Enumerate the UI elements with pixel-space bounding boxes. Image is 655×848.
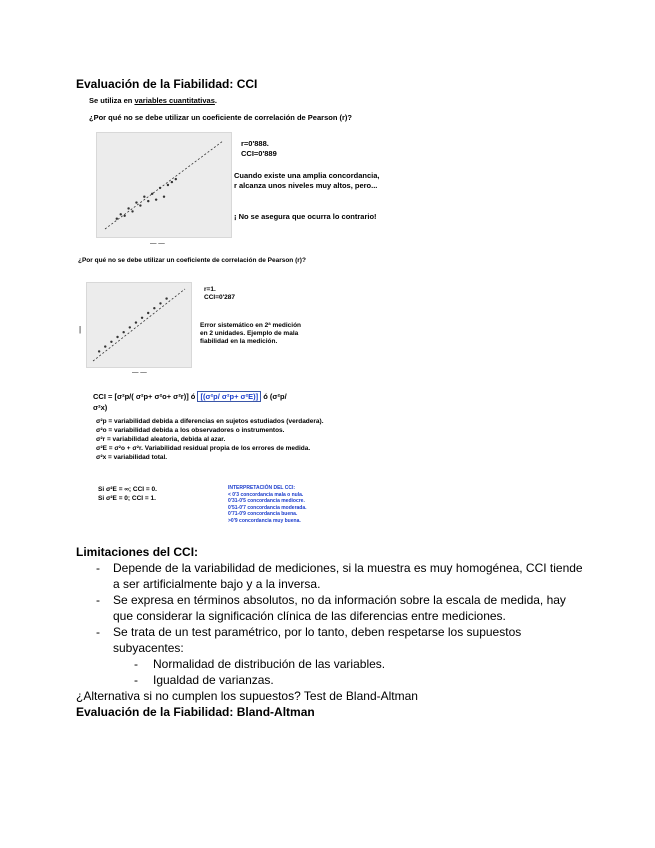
scatter-point: [135, 201, 137, 203]
scatter-point: [104, 345, 106, 347]
scatter-point: [151, 193, 153, 195]
scatter-point: [165, 297, 167, 299]
scatter-point: [129, 326, 131, 328]
scatter-point: [131, 210, 133, 212]
scatter-point: [153, 307, 155, 309]
scatter-point: [171, 181, 173, 183]
scatter-point: [147, 200, 149, 202]
interpretation-item: 0'31-0'5 concordancia mediocre.: [228, 498, 305, 504]
scatter-point: [116, 218, 118, 220]
scatter-point: [141, 317, 143, 319]
scatter-point: [123, 215, 125, 217]
formula-part-b: ó (σ²p/: [263, 392, 287, 401]
plot2-note3: fiabilidad en la medición.: [200, 338, 278, 345]
plot1-note1: Cuando existe una amplia concordancia,: [234, 171, 380, 180]
scatter-plot-2-svg: [87, 283, 191, 367]
scatter-plot-2: [86, 282, 192, 368]
question-pearson: ¿Por qué no se debe utilizar un coeficiente de correlación de Pearson (r)?: [89, 113, 352, 122]
definition-x: σ²x = variabilidad total.: [96, 454, 168, 461]
plot2-xlabel: — —: [132, 369, 147, 376]
cci-interpretation: [228, 485, 307, 524]
definition-o: σ²o = variabilidad debida a los observadores o instrumentos.: [96, 427, 285, 434]
intro-prefix: Se utiliza en: [89, 96, 135, 105]
scatter-point: [139, 204, 141, 206]
cci-formula-line2: σ²x): [93, 403, 108, 412]
page-title: Evaluación de la Fiabilidad: CCI: [76, 77, 258, 91]
limitation-item: - Se expresa en términos absolutos, no da información sobre la escala de medida, hay que considerar la significación clínica de las diferencias entre mediciones.: [76, 592, 636, 624]
formula-definitions: [96, 417, 324, 462]
definition-r: σ²r = variabilidad aleatoria, debida al azar.: [96, 436, 226, 443]
scatter-point: [155, 198, 157, 200]
alternative-question: ¿Alternativa si no cumplen los supuestos? Test de Bland-Altman: [76, 689, 418, 703]
scatter-point: [159, 302, 161, 304]
scatter-point: [122, 331, 124, 333]
plot1-warning: ¡ No se asegura que ocurra lo contrario!: [234, 212, 377, 221]
interpretation-title: INTERPRETACIÓN DEL CCI:: [228, 485, 296, 491]
scatter-point: [98, 350, 100, 352]
plot1-cci-value: CCI=0'889: [241, 149, 277, 158]
scatter-point: [167, 184, 169, 186]
definition-e: σ²E = σ²o + σ²r. Variabilidad residual propia de los errores de medida.: [96, 445, 311, 452]
sub-item-variance: - Igualdad de varianzas.: [76, 672, 636, 688]
limitations-title: Limitaciones del CCI:: [76, 545, 199, 559]
sub-item-normality: - Normalidad de distribución de las variables.: [76, 656, 636, 672]
interpretation-item: >0'9 concordancia muy buena.: [228, 517, 301, 524]
reference-line: [93, 289, 185, 361]
scatter-point: [147, 312, 149, 314]
formula-highlighted: [(σ²p/ σ²p+ σ²E)]: [197, 391, 261, 402]
condition-infinite: Si σ²E = ∞; CCI = 0.: [98, 486, 157, 493]
plot1-r-value: r=0'888.: [241, 139, 269, 148]
interpretation-item: < 0'3 concordancia mala o nula.: [228, 491, 304, 498]
plot2-note1: Error sistemático en 2ª medición: [200, 322, 302, 329]
interpretation-item: 0'71-0'9 concordancia buena.: [228, 511, 298, 517]
limitation-item: - Se trata de un test paramétrico, por lo tanto, deben respetarse los supuestos subyacentes:: [76, 624, 636, 656]
definition-p: σ²p = variabilidad debida a diferencias en sujetos estudiados (verdadera).: [96, 418, 324, 425]
scatter-point: [116, 336, 118, 338]
limitations-list: [76, 560, 636, 720]
plot1-note2: r alcanza unos niveles muy altos, pero...: [234, 181, 378, 190]
plot2-tick-mark: |: [79, 325, 82, 334]
intro-line: [89, 96, 217, 105]
question-pearson-2: ¿Por qué no se debe utilizar un coeficiente de correlación de Pearson (r)?: [78, 257, 306, 264]
scatter-plot-1: [96, 132, 232, 238]
plot2-r-value: r=1.: [204, 286, 216, 293]
scatter-point: [135, 321, 137, 323]
formula-part-a: CCI = [σ²p/( σ²p+ σ²o+ σ²r)] ó: [93, 392, 196, 401]
interpretation-item: 0'51-0'7 concordancia moderada.: [228, 504, 307, 511]
condition-zero: Si σ²E = 0; CCI = 1.: [98, 495, 156, 502]
scatter-point: [127, 207, 129, 209]
cci-formula-line1: [93, 392, 287, 401]
intro-link: variables cuantitativas: [134, 96, 215, 105]
plot2-cci-value: CCI=0'287: [204, 294, 235, 301]
scatter-point: [120, 213, 122, 215]
scatter-point: [159, 187, 161, 189]
limitation-item: - Depende de la variabilidad de mediciones, si la muestra es muy homogénea, CCI tiende a ser artificialmente bajo y a la inversa.: [76, 560, 636, 592]
cci-conditions: [98, 485, 157, 503]
scatter-point: [175, 178, 177, 180]
plot1-xlabel: — —: [150, 240, 165, 247]
scatter-plot-1-svg: [97, 133, 231, 237]
section-heading-bland-altman: Evaluación de la Fiabilidad: Bland-Altman: [76, 705, 315, 719]
intro-suffix: .: [214, 96, 217, 105]
plot2-note2: en 2 unidades. Ejemplo de mala: [200, 330, 299, 337]
scatter-point: [163, 196, 165, 198]
scatter-point: [143, 196, 145, 198]
scatter-point: [110, 341, 112, 343]
reference-line: [105, 141, 223, 229]
